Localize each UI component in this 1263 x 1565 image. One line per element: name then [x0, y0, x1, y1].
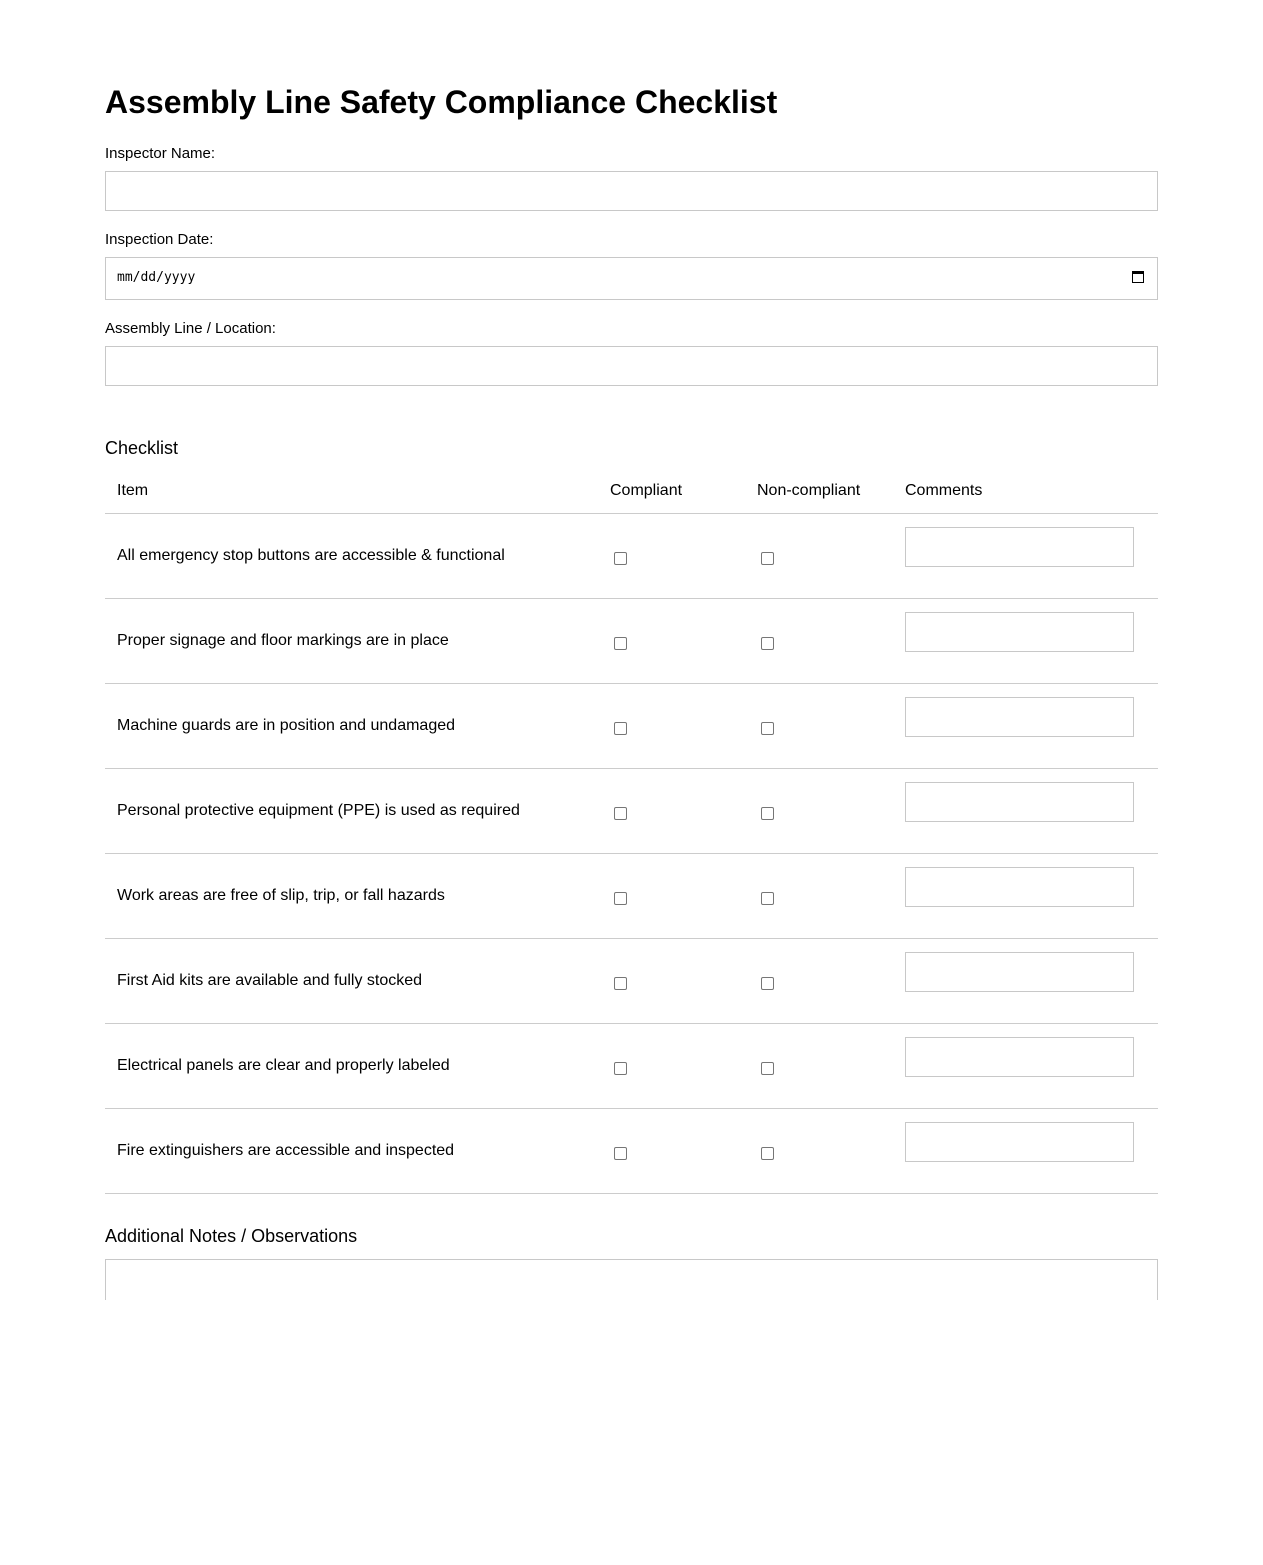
checklist-table	[105, 469, 1158, 1194]
compliant-checkbox[interactable]	[614, 1147, 627, 1160]
notes-title: Additional Notes / Observations	[105, 1226, 358, 1246]
inspection-date-input[interactable]	[105, 257, 1158, 300]
comment-input[interactable]	[905, 612, 1134, 652]
non-compliant-checkbox[interactable]	[761, 552, 774, 565]
compliant-checkbox[interactable]	[614, 807, 627, 820]
location-label: Assembly Line / Location:	[105, 320, 276, 337]
compliant-checkbox[interactable]	[614, 977, 627, 990]
location-input[interactable]	[105, 346, 1158, 386]
compliant-checkbox[interactable]	[614, 892, 627, 905]
item-text: Fire extinguishers are accessible and inspected	[105, 1108, 598, 1193]
non-compliant-checkbox[interactable]	[761, 1147, 774, 1160]
col-item: Item	[105, 469, 598, 513]
compliant-checkbox[interactable]	[614, 1062, 627, 1075]
table-row	[105, 513, 1158, 598]
inspector-name-input[interactable]	[105, 171, 1158, 211]
checklist-title: Checklist	[105, 438, 179, 458]
date-placeholder: mm/dd/yyyy	[117, 270, 196, 285]
compliant-checkbox[interactable]	[614, 722, 627, 735]
col-non-compliant: Non-compliant	[745, 469, 893, 513]
calendar-icon[interactable]	[1132, 271, 1144, 283]
table-row	[105, 1108, 1158, 1193]
non-compliant-checkbox[interactable]	[761, 807, 774, 820]
comment-input[interactable]	[905, 1037, 1134, 1077]
comment-input[interactable]	[905, 527, 1134, 567]
table-row	[105, 938, 1158, 1023]
col-comments: Comments	[893, 469, 1158, 513]
comment-input[interactable]	[905, 867, 1134, 907]
non-compliant-checkbox[interactable]	[761, 892, 774, 905]
table-row	[105, 598, 1158, 683]
col-compliant: Compliant	[598, 469, 745, 513]
item-text: Machine guards are in position and undamaged	[105, 683, 598, 768]
non-compliant-checkbox[interactable]	[761, 722, 774, 735]
table-row	[105, 1023, 1158, 1108]
comment-input[interactable]	[905, 782, 1134, 822]
comment-input[interactable]	[905, 952, 1134, 992]
non-compliant-checkbox[interactable]	[761, 1062, 774, 1075]
item-text: First Aid kits are available and fully stocked	[105, 938, 598, 1023]
item-text: Personal protective equipment (PPE) is used as required	[105, 768, 598, 853]
inspection-date-label: Inspection Date:	[105, 231, 214, 248]
table-row	[105, 683, 1158, 768]
item-text: Work areas are free of slip, trip, or fall hazards	[105, 853, 598, 938]
non-compliant-checkbox[interactable]	[761, 977, 774, 990]
page-title: Assembly Line Safety Compliance Checklist	[105, 84, 778, 120]
compliant-checkbox[interactable]	[614, 552, 627, 565]
non-compliant-checkbox[interactable]	[761, 637, 774, 650]
inspector-name-label: Inspector Name:	[105, 145, 216, 162]
table-header	[105, 469, 1158, 513]
compliant-checkbox[interactable]	[614, 637, 627, 650]
comment-input[interactable]	[905, 1122, 1134, 1162]
item-text: Electrical panels are clear and properly labeled	[105, 1023, 598, 1108]
item-text: Proper signage and floor markings are in place	[105, 598, 598, 683]
item-text: All emergency stop buttons are accessible & functional	[105, 513, 598, 598]
table-row	[105, 853, 1158, 938]
comment-input[interactable]	[905, 697, 1134, 737]
notes-textarea[interactable]	[105, 1259, 1158, 1300]
table-row	[105, 768, 1158, 853]
